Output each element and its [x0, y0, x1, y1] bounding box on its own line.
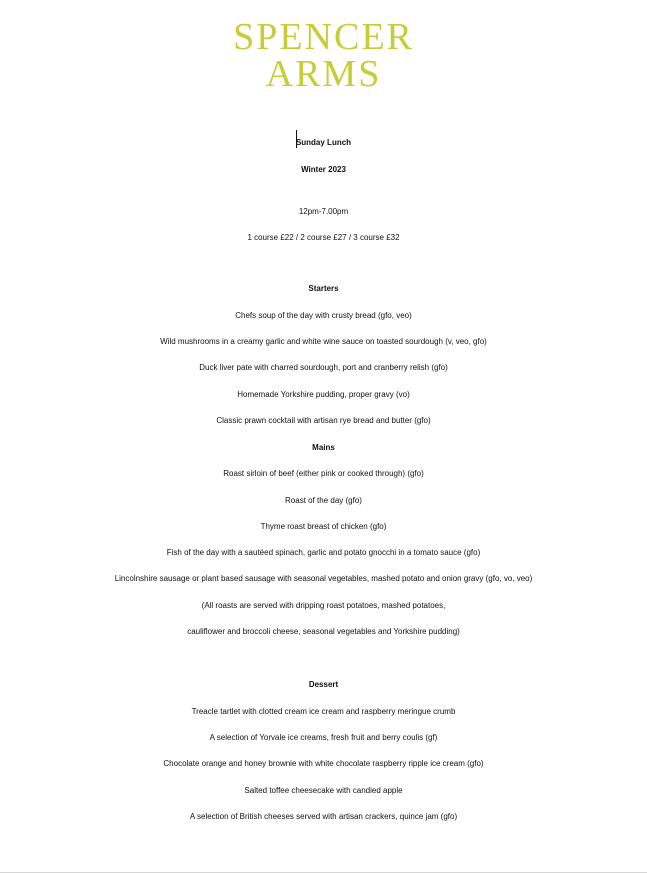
main-item: Fish of the day with a sautéed spinach, garlic and potato gnocchi in a tomato sauce (gfo) [166, 548, 481, 557]
menu-season: Winter 2023 [301, 165, 346, 174]
starter-item: Homemade Yorkshire pudding, proper gravy (vo) [237, 390, 410, 399]
starter-item: Duck liver pate with charred sourdough, port and cranberry relish (gfo) [199, 363, 448, 372]
page-bottom-divider [0, 872, 647, 873]
course-prices: 1 course £22 / 2 course £27 / 3 course £32 [247, 233, 400, 242]
starter-item: Chefs soup of the day with crusty bread (gfo, veo) [235, 311, 412, 320]
menu-title-text: Sunday Lunch [295, 138, 352, 147]
logo-spencer: SPENCER [233, 16, 414, 58]
mains-note: (All roasts are served with dripping roast potatoes, mashed potatoes, [201, 601, 446, 610]
starters-heading: Starters [308, 284, 339, 293]
main-item: Roast of the day (gfo) [285, 496, 362, 505]
logo-arms: ARMS [265, 53, 382, 95]
dessert-item: A selection of British cheeses served with artisan crackers, quince jam (gfo) [189, 812, 458, 821]
main-item: Roast sirloin of beef (either pink or cooked through) (gfo) [223, 469, 424, 478]
mains-note: cauliflower and broccoli cheese, seasonal vegetables and Yorkshire pudding) [187, 627, 460, 636]
starter-item: Classic prawn cocktail with artisan rye bread and butter (gfo) [216, 416, 431, 425]
starter-item: Wild mushrooms in a creamy garlic and white wine sauce on toasted sourdough (v, veo, gfo) [160, 337, 487, 346]
main-item: Lincolnshire sausage or plant based sausage with seasonal vegetables, mashed potato and onion gravy (gfo, vo, veo) [114, 574, 533, 583]
mains-heading: Mains [312, 443, 335, 452]
dessert-item: A selection of Yorvale ice creams, fresh fruit and berry coulis (gf) [209, 733, 438, 742]
serving-hours: 12pm-7.00pm [298, 207, 349, 216]
menu-title[interactable] [0, 130, 647, 153]
dessert-item: Chocolate orange and honey brownie with white chocolate raspberry ripple ice cream (gfo) [163, 759, 484, 768]
main-item: Thyme roast breast of chicken (gfo) [260, 522, 387, 531]
dessert-heading: Dessert [308, 680, 339, 689]
dessert-item: Salted toffee cheesecake with candied apple [244, 786, 403, 795]
dessert-item: Treacle tartlet with clotted cream ice cream and raspberry meringue crumb [191, 707, 456, 716]
